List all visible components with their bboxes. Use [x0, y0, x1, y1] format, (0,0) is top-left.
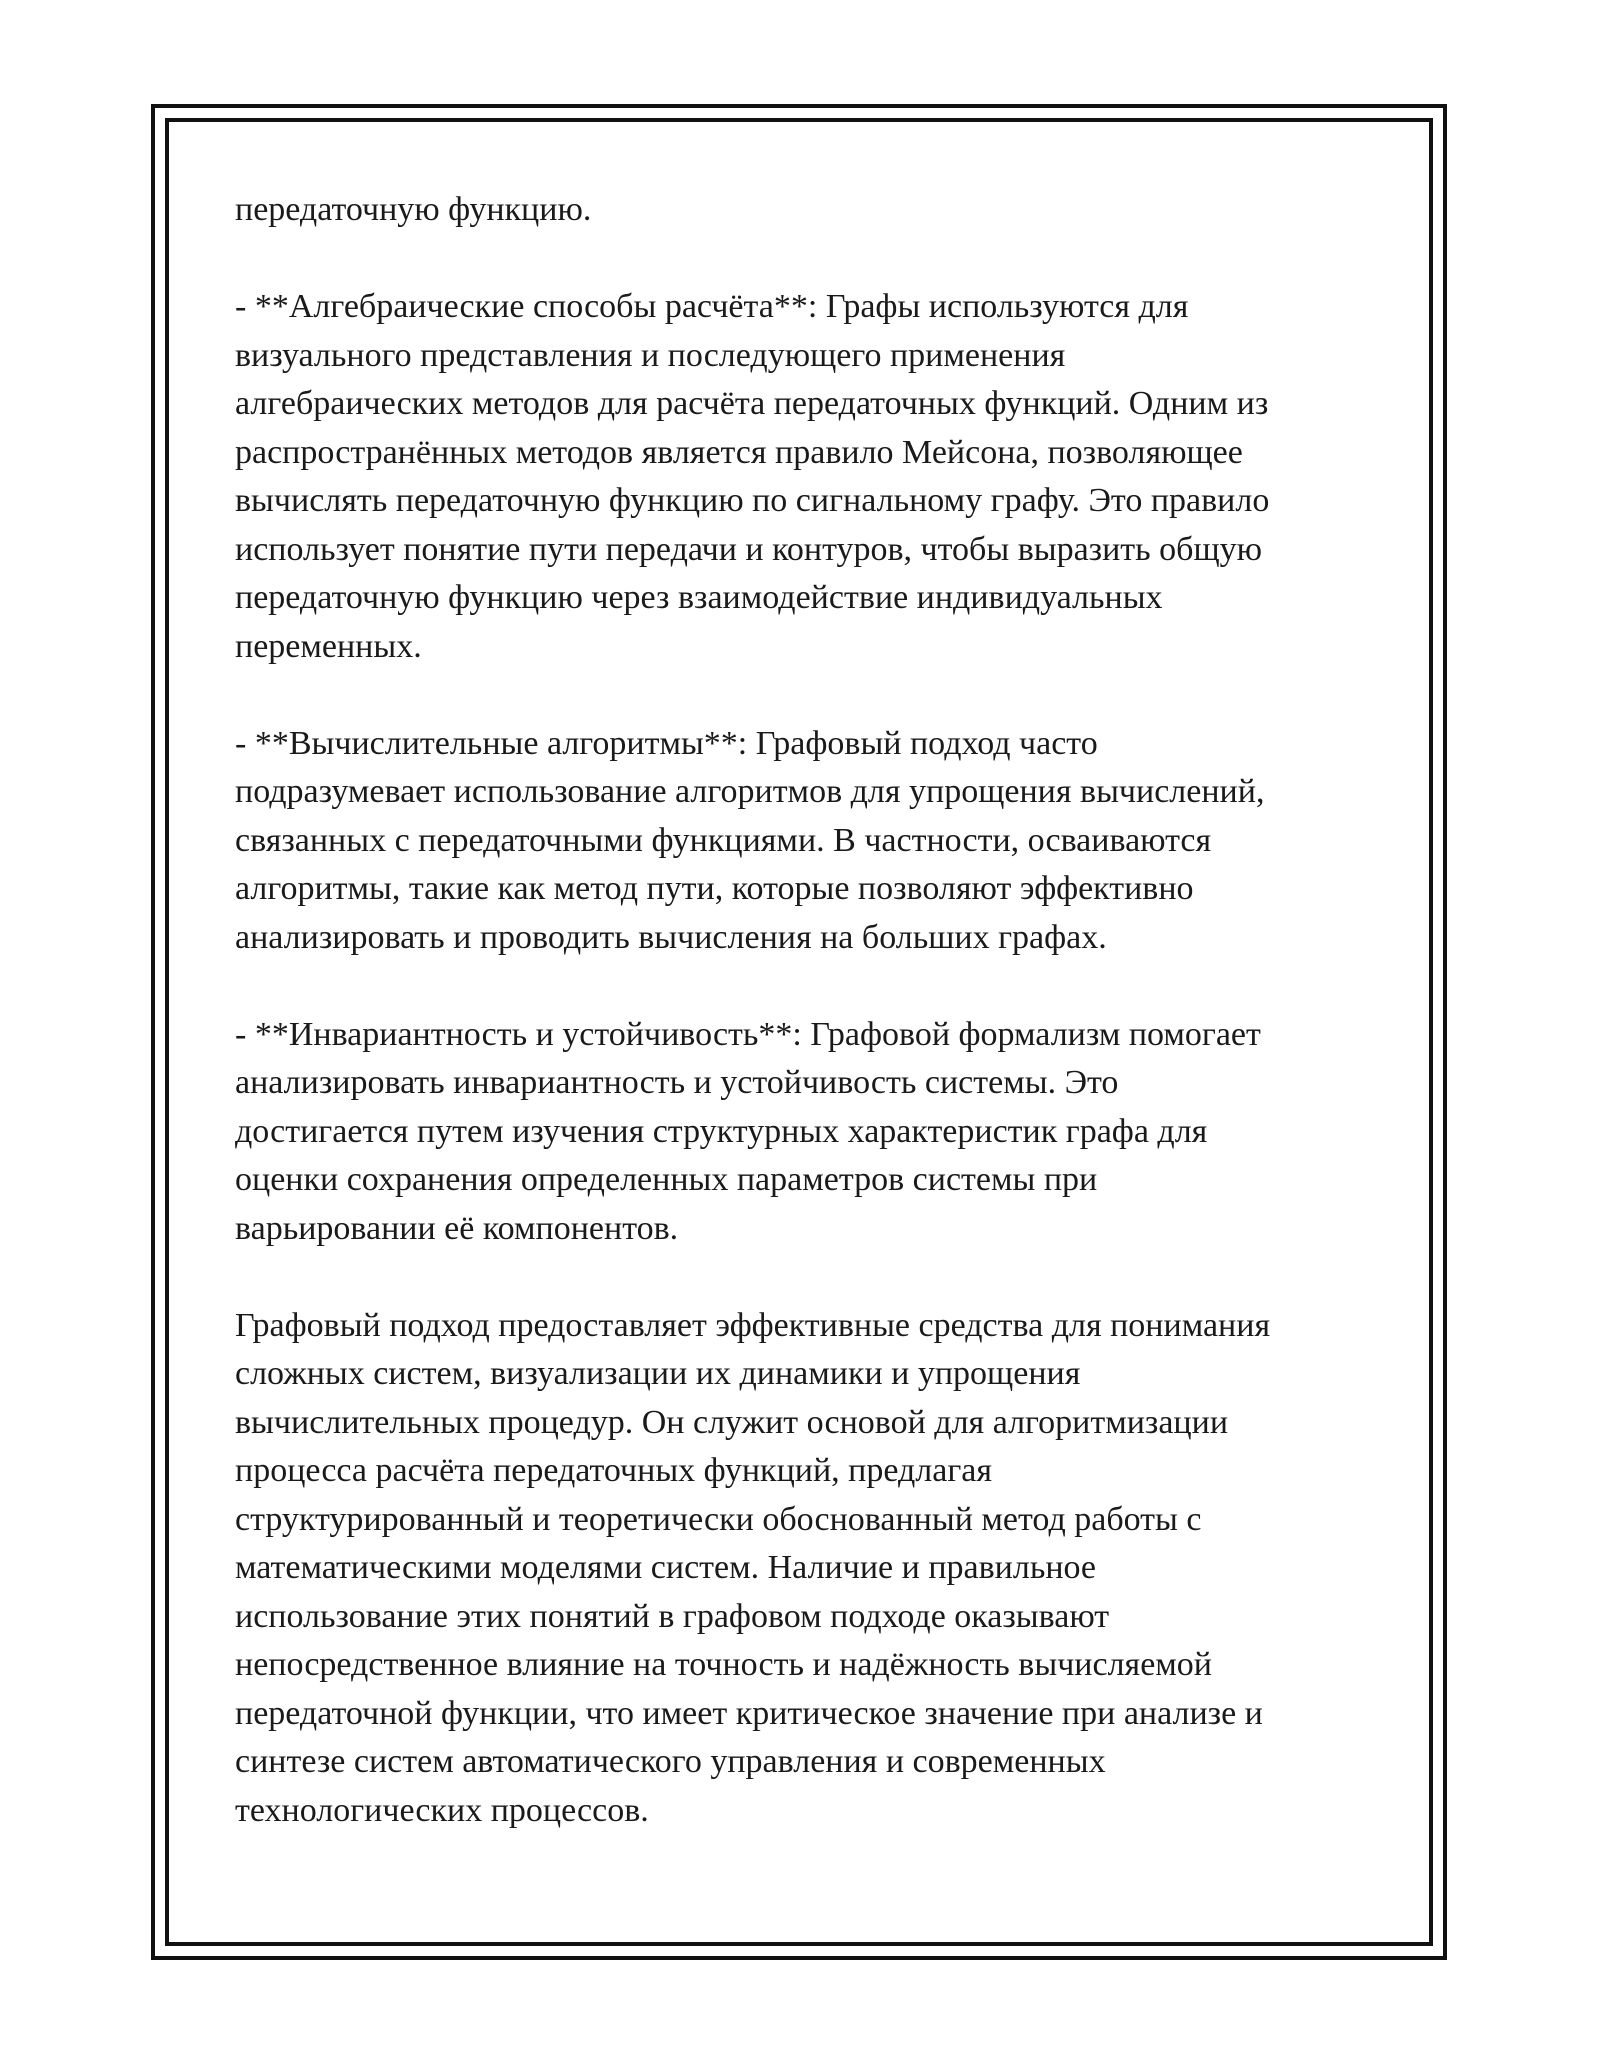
- paragraph-computational-algorithms: [235, 720, 1375, 963]
- text-line: варьировании её компонентов.: [235, 1209, 679, 1247]
- text-line: анализировать инвариантность и устойчивость системы. Это: [235, 1064, 1119, 1101]
- text-line: синтезе систем автоматического управления и современных: [235, 1743, 1106, 1780]
- text-line: процесса расчёта передаточных функций, предлагая: [235, 1452, 993, 1489]
- text-line: - **Вычислительные алгоритмы**: Графовый подход часто: [235, 724, 1098, 762]
- text-line: визуального представления и последующего применения: [235, 336, 1066, 374]
- text-line: использование этих понятий в графовом подходе оказывают: [235, 1597, 1110, 1635]
- text-line: алгоритмы, такие как метод пути, которые позволяют эффективно: [235, 870, 1194, 907]
- text-line: переменных.: [235, 627, 422, 665]
- text-line: анализировать и проводить вычисления на больших графах.: [235, 918, 1107, 956]
- document-body: [235, 186, 1375, 1884]
- text-line: достигается путем изучения структурных характеристик графа для: [235, 1112, 1208, 1150]
- paragraph-conclusion: [235, 1302, 1375, 1836]
- text-line: связанных с передаточными функциями. В частности, осваиваются: [235, 821, 1212, 859]
- text-line: подразумевает использование алгоритмов для упрощения вычислений,: [235, 773, 1265, 810]
- text-line: вычислять передаточную функцию по сигнальному графу. Это правило: [235, 482, 1270, 519]
- text-line: оценки сохранения определенных параметров системы при: [235, 1161, 1098, 1198]
- text-line: вычислительных процедур. Он служит основой для алгоритмизации: [235, 1403, 1229, 1441]
- paragraph-continuation: [235, 186, 1375, 235]
- paragraph-algebraic-methods: [235, 283, 1375, 671]
- text-line: - **Инвариантность и устойчивость**: Графовой формализм помогает: [235, 1015, 1261, 1053]
- text-line: распространённых методов является правило Мейсона, позволяющее: [235, 433, 1243, 471]
- text-line: сложных систем, визуализации их динамики и упрощения: [235, 1355, 1081, 1392]
- text-line: структурированный и теоретически обоснованный метод работы с: [235, 1500, 1202, 1538]
- text-line: передаточной функции, что имеет критическое значение при анализе и: [235, 1694, 1263, 1732]
- text-line: непосредственное влияние на точность и надёжность вычисляемой: [235, 1646, 1213, 1683]
- text-line: передаточную функцию.: [235, 191, 592, 228]
- text-line: технологических процессов.: [235, 1791, 649, 1829]
- text-line: передаточную функцию через взаимодействие индивидуальных: [235, 579, 1163, 616]
- text-line: использует понятие пути передачи и контуров, чтобы выразить общую: [235, 530, 1263, 568]
- text-line: - **Алгебраические способы расчёта**: Графы используются для: [235, 288, 1189, 325]
- paragraph-invariance-stability: [235, 1011, 1375, 1254]
- text-line: алгебраических методов для расчёта передаточных функций. Одним из: [235, 385, 1269, 422]
- text-line: математическими моделями систем. Наличие и правильное: [235, 1549, 1097, 1586]
- text-line: Графовый подход предоставляет эффективные средства для понимания: [235, 1306, 1271, 1344]
